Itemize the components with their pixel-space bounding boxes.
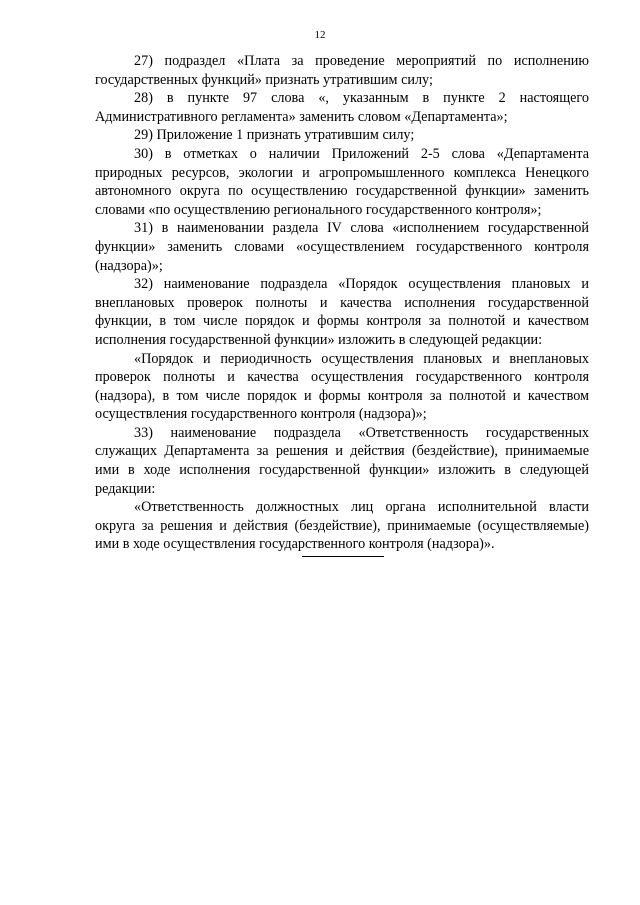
- document-body: [95, 52, 589, 554]
- paragraph-item-31: 31) в наименовании раздела IV слова «исполнением государственной функции» заменить словами «осуществлением государственного контроля (надзора)»;: [95, 220, 589, 274]
- page-number: 12: [314, 29, 326, 41]
- paragraph-item-27: 27) подраздел «Плата за проведение мероприятий по исполнению государственных функций» признать утратившим силу;: [95, 53, 589, 88]
- paragraph-item-28: 28) в пункте 97 слова «, указанным в пункте 2 настоящего Административного регламента» заменить словом «Департамента»;: [95, 90, 589, 125]
- end-divider: [302, 556, 384, 557]
- paragraph-item-32: 32) наименование подраздела «Порядок осуществления плановых и внеплановых проверок полноты и качества исполнения государственной функции, в том числе порядок и формы контроля за полнотой и качеством исполнения государственной функции» изложить в следующей редакции:: [95, 276, 589, 348]
- paragraph-item-30: 30) в отметках о наличии Приложений 2-5 слова «Департамента природных ресурсов, экологии и агропромышленного комплекса Ненецкого автономного округа по осуществлению государственной функции» заменить словами «по осуществлению регионального государственного контроля»;: [95, 145, 589, 218]
- paragraph-quote-33: «Ответственность должностных лиц органа исполнительной власти округа за решения и действия (бездействие), принимаемые (осуществляемые) ими в ходе осуществления государственного контроля (надзора)».: [95, 499, 589, 553]
- paragraph-quote-32: «Порядок и периодичность осуществления плановых и внеплановых проверок полноты и качества осуществления государственного контроля (надзора), в том числе порядок и формы контроля за полнотой и качеством осуществления государственного контроля (надзора)»;: [95, 350, 589, 423]
- paragraph-item-29: 29) Приложение 1 признать утратившим силу;: [134, 127, 415, 144]
- paragraph-item-33: 33) наименование подраздела «Ответственность государственных служащих Департамента за решения и действия (бездействие), принимаемые ими в ходе исполнения государственной функции» изложить в следующей редакции:: [95, 424, 589, 497]
